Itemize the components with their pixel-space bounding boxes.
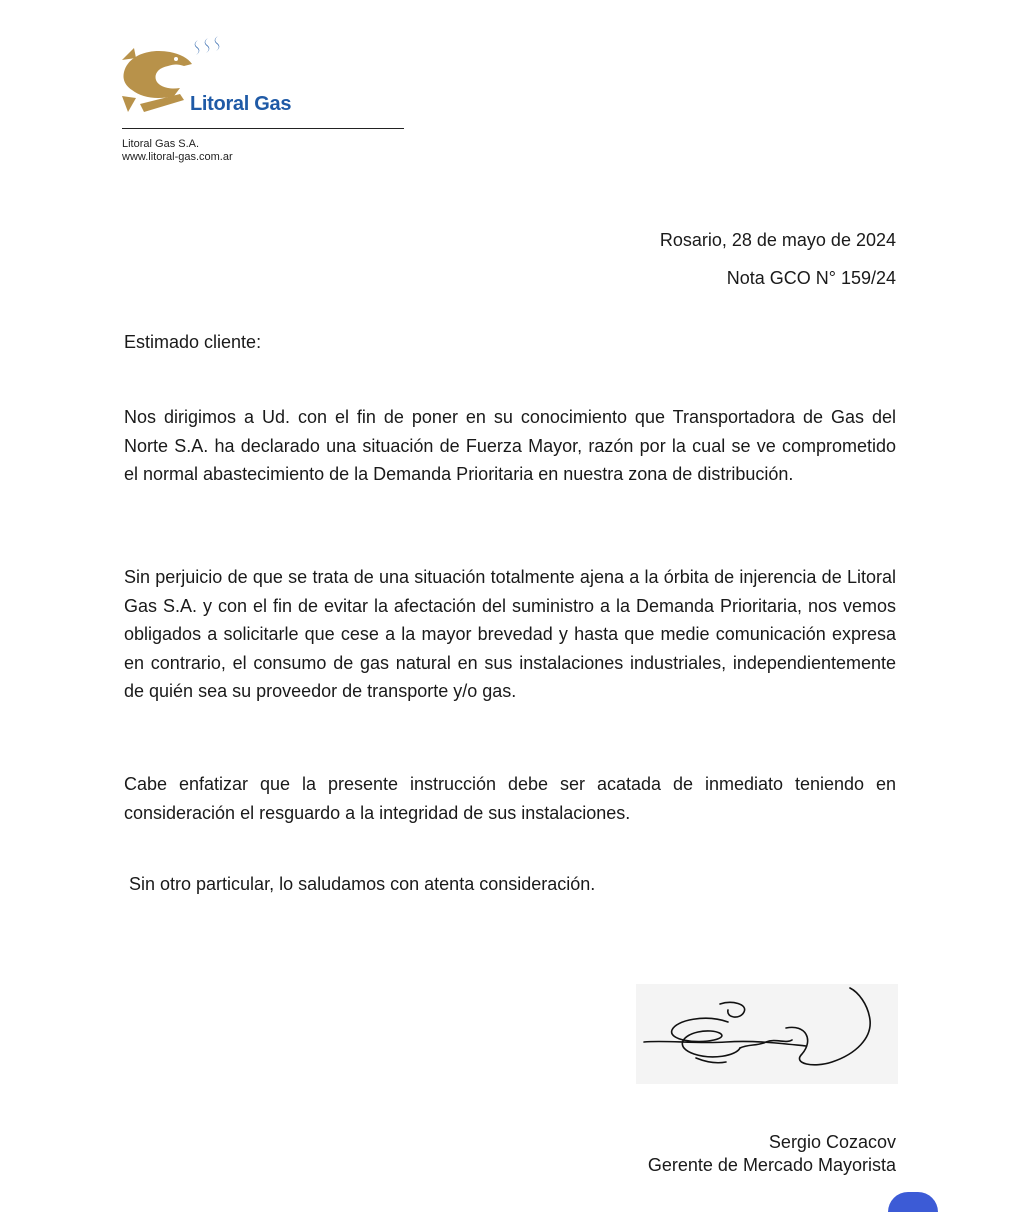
corner-decoration (888, 1192, 938, 1212)
place-date: Rosario, 28 de mayo de 2024 (659, 230, 896, 250)
body-paragraph-3: Cabe enfatizar que la presente instrucción debe ser acatada de inmediato teniendo en consideración el resguardo a la integridad de sus instalaciones. (124, 774, 896, 823)
closing-line: Sin otro particular, lo saludamos con atenta consideración. (129, 874, 596, 894)
handwritten-signature (636, 984, 898, 1084)
header-divider (122, 128, 404, 129)
salutation: Estimado cliente: (124, 332, 262, 352)
body-paragraph-1: Nos dirigimos a Ud. con el fin de poner en su conocimiento que Transportadora de Gas del Norte S.A. ha declarado una situación de Fuerza Mayor, razón por la cual se ve comprometido el normal abastecimiento de la Demanda Prioritaria en nuestra zona de distribución. (124, 407, 896, 485)
body-paragraph-2: Sin perjuicio de que se trata de una situación totalmente ajena a la órbita de injerencia de Litoral Gas S.A. y con el fin de evitar la afectación del suministro a la Demanda Prioritaria, nos vemos obligados a solicitarle que cese a la mayor brevedad y hasta que medie comunicación expresa en contrario, el consumo de gas natural en sus instalaciones industriales, independientemente de quién sea su proveedor de transporte y/o gas. (124, 567, 896, 702)
signer-title: Gerente de Mercado Mayorista (647, 1155, 896, 1175)
signature-scribble-icon (636, 984, 898, 1084)
company-name: Litoral Gas S.A. (122, 138, 200, 150)
signer-name: Sergio Cozacov (768, 1132, 896, 1152)
gas-flames-icon (195, 36, 220, 55)
company-website: www.litoral-gas.com.ar (122, 151, 233, 163)
reference-number: Nota GCO N° 159/24 (726, 268, 896, 288)
logo-wordmark: Litoral Gas (190, 93, 292, 115)
